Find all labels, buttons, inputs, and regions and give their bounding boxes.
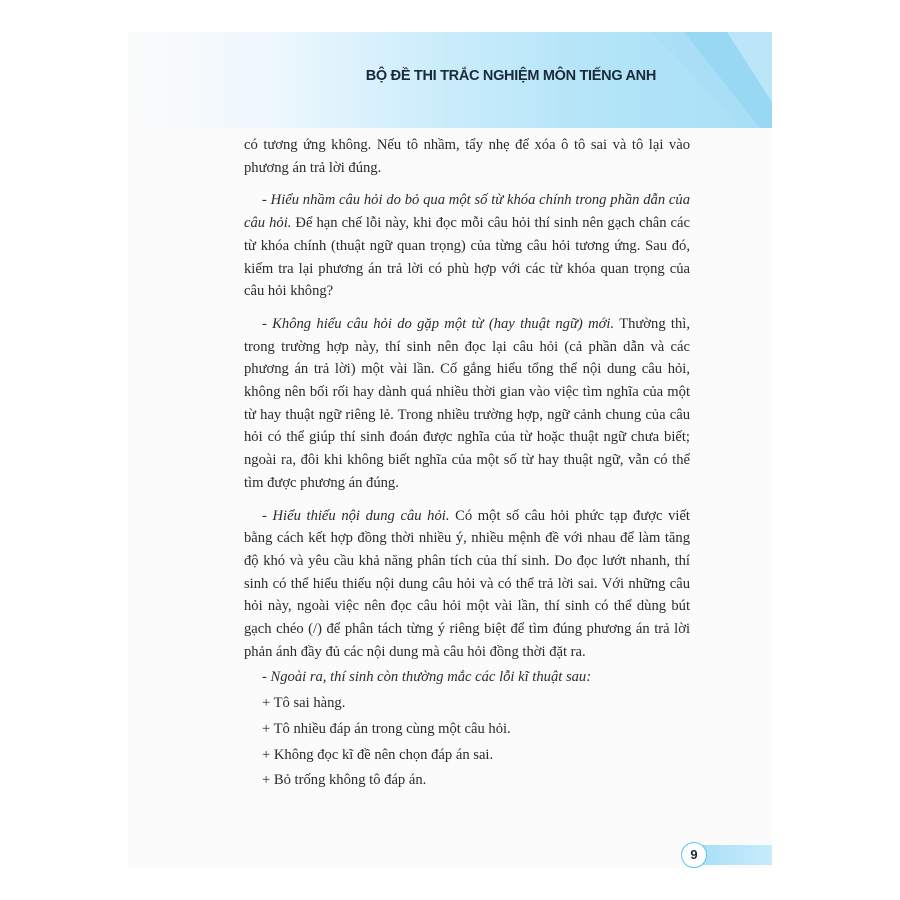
- list-item: + Tô nhiều đáp án trong cùng một câu hỏi.: [262, 720, 511, 737]
- paragraph-misunderstanding: [244, 189, 690, 303]
- paragraph-body: Thường thì, trong trường hợp này, thí sinh nên đọc lại câu hỏi (cả phần dẫn và các phương án trả lời) một vài lần. Cố gắng hiểu tổng thể nội dung câu hỏi, không nên bối rối hay dành quá nhiều thời gian vào việc tìm nghĩa của một từ hay thuật ngữ riêng lẻ. Trong nhiều trường hợp, ngữ cảnh chung của câu hỏi có thể giúp thí sinh đoán được nghĩa của từ hoặc thuật ngữ chưa biết; ngoài ra, đôi khi không biết nghĩa của một số từ hay thuật ngữ, vẫn có thể tìm được phương án đúng.: [244, 315, 690, 491]
- book-page: [128, 32, 772, 868]
- page-number: 9: [681, 842, 707, 868]
- header-band: [128, 32, 772, 128]
- body-text: [244, 134, 690, 795]
- paragraph-body: Có một số câu hỏi phức tạp được viết bằng cách kết hợp đồng thời nhiều ý, nhiều mệnh đề với nhau để làm tăng độ khó và yêu cầu khả năng phân tích của thí sinh. Do đọc lướt nhanh, thí sinh có thể hiểu thiếu nội dung câu hỏi và có thể trả lời sai. Với những câu hỏi này, ngoài việc nên đọc câu hỏi một vài lần, thí sinh có thể dùng bút gạch chéo (/) để phân tách từng ý riêng biệt để tìm đúng phương án trả lời phản ánh đầy đủ các nội dung mà câu hỏi đồng thời đặt ra.: [244, 507, 690, 660]
- list-item: + Không đọc kĩ đề nên chọn đáp án sai.: [262, 746, 494, 763]
- page-number-badge: [681, 842, 772, 868]
- paragraph-new-term: [244, 313, 690, 495]
- paragraph-lead-italic: - Hiểu thiếu nội dung câu hỏi.: [262, 507, 450, 524]
- paragraph-lead-italic: - Ngoài ra, thí sinh còn thường mắc các lỗi kĩ thuật sau:: [262, 669, 592, 686]
- book-title: BỘ ĐỀ THI TRẮC NGHIỆM MÔN TIẾNG ANH: [365, 68, 656, 84]
- list-item: + Bỏ trống không tô đáp án.: [262, 772, 427, 789]
- paragraph-lead-italic: - Hiểu nhầm câu hỏi do bỏ qua một số từ khóa chính trong phần dẫn của câu hỏi.: [244, 192, 690, 232]
- paragraph-body: Để hạn chế lỗi này, khi đọc mỗi câu hỏi thí sinh nên gạch chân các từ khóa chính (thuật ngữ quan trọng) của từng câu hỏi tương ứng. Sau đó, kiểm tra lại phương án trả lời có phù hợp với các từ khóa quan trọng của câu hỏi không?: [244, 215, 690, 300]
- list-item: + Tô sai hàng.: [262, 695, 346, 712]
- paragraph-technical-errors: [244, 666, 690, 689]
- paragraph-continuation: có tương ứng không. Nếu tô nhầm, tẩy nhẹ để xóa ô tô sai và tô lại vào phương án trả lời đúng.: [244, 137, 690, 176]
- paragraph-lead-italic: - Không hiểu câu hỏi do gặp một từ (hay thuật ngữ) mới.: [262, 315, 615, 332]
- paragraph-incomplete: [244, 505, 690, 664]
